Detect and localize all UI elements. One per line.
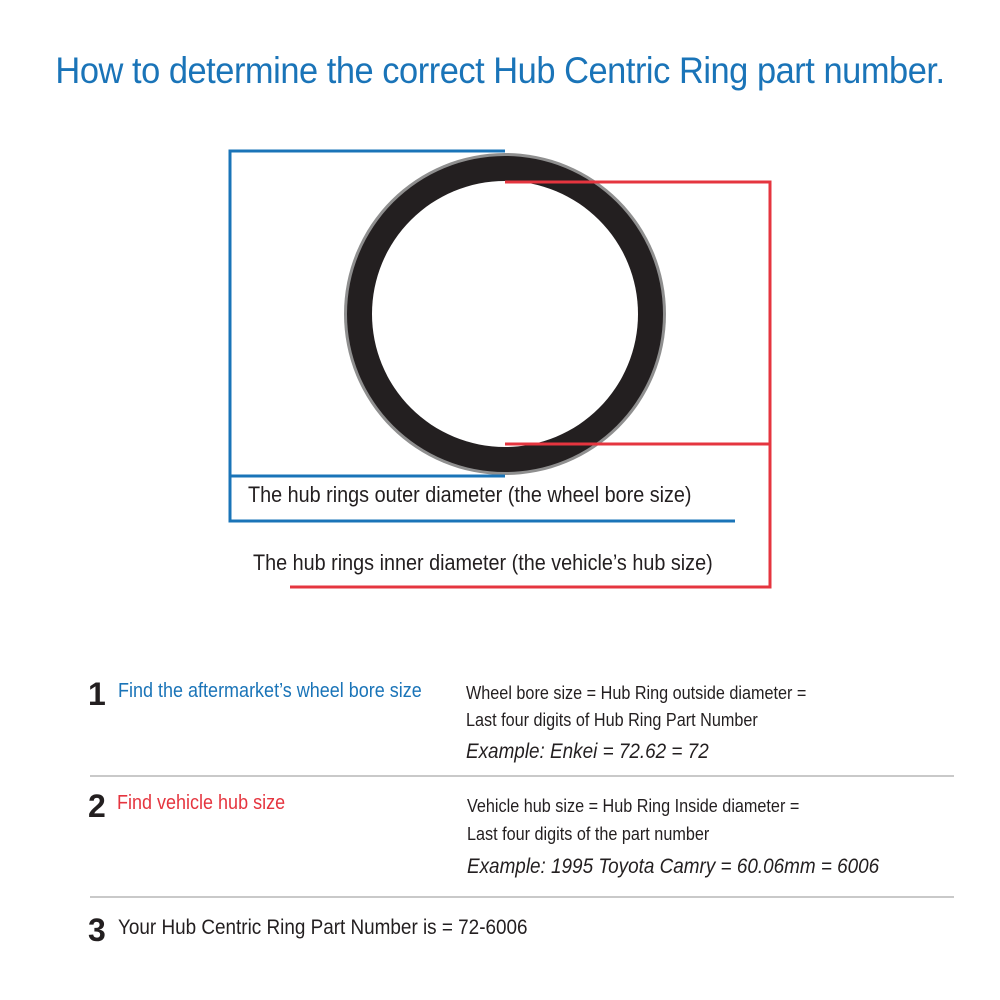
step-1-heading: Find the aftermarket’s wheel bore size: [118, 680, 422, 702]
inner-diameter-label: The hub rings inner diameter (the vehicle’s hub size): [253, 550, 713, 575]
step-2-number: 2: [88, 788, 106, 824]
divider-1: [90, 775, 954, 777]
step-1-example: Example: Enkei = 72.62 = 72: [466, 740, 709, 763]
step-1-line-1: Wheel bore size = Hub Ring outside diameter =: [466, 683, 807, 703]
step-2-line-2: Last four digits of the part number: [467, 824, 710, 844]
step-1-line-2: Last four digits of Hub Ring Part Number: [466, 710, 758, 730]
step-2-example: Example: 1995 Toyota Camry = 60.06mm = 6006: [467, 855, 880, 878]
step-3-text: Your Hub Centric Ring Part Number is = 72-6006: [118, 916, 528, 939]
outer-diameter-label: The hub rings outer diameter (the wheel bore size): [248, 482, 692, 507]
divider-2: [90, 896, 954, 898]
step-2-heading: Find vehicle hub size: [117, 792, 286, 814]
step-3-number: 3: [88, 912, 106, 948]
step-2-line-1: Vehicle hub size = Hub Ring Inside diameter =: [467, 796, 800, 816]
hub-ring-hole: [372, 181, 638, 447]
step-1-number: 1: [88, 676, 106, 712]
page-title: How to determine the correct Hub Centric Ring part number.: [55, 50, 945, 91]
